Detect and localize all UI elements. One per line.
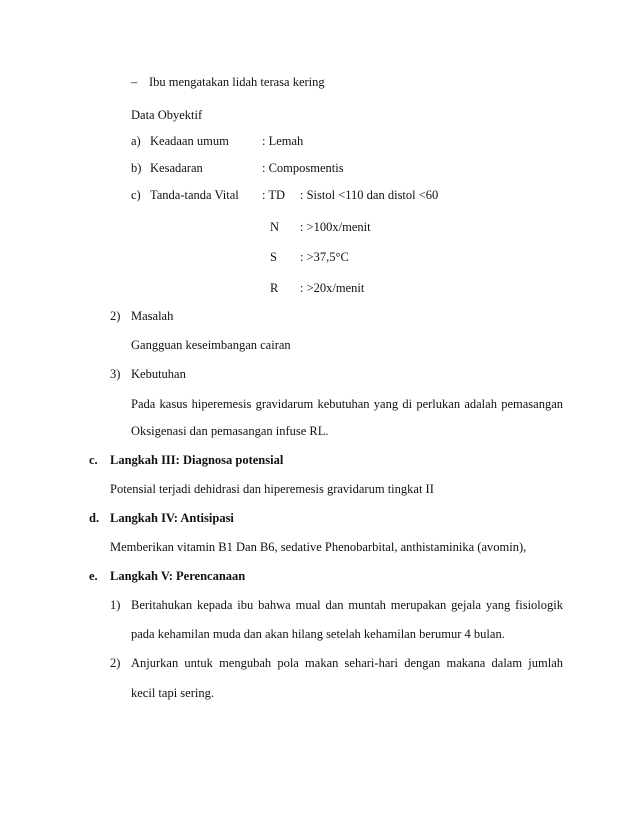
kebutuhan-heading: Kebutuhan: [131, 367, 186, 381]
item-value: : Lemah: [262, 134, 304, 148]
item-marker: b): [131, 161, 142, 175]
langkah3-text: Potensial terjadi dehidrasi dan hiperemesis gravidarum tingkat II: [110, 482, 434, 496]
subjective-statement: Ibu mengatakan lidah terasa kering: [149, 75, 325, 89]
plan-item-line2: pada kehamilan muda dan akan hilang setelah kehamilan berumur 4 bulan.: [131, 627, 505, 641]
item-label: Tanda-tanda Vital: [150, 188, 239, 202]
langkah3-heading: Langkah III: Diagnosa potensial: [110, 453, 284, 467]
vital-value: : >100x/menit: [300, 220, 371, 234]
vital-value: : >37,5°C: [300, 250, 349, 264]
langkah5-heading: Langkah V: Perencanaan: [110, 569, 246, 583]
masalah-heading: Masalah: [131, 309, 174, 323]
item-label: Kesadaran: [150, 161, 203, 175]
plan-item-marker: 1): [110, 598, 121, 612]
section-marker: 2): [110, 309, 121, 323]
step-marker: d.: [89, 511, 100, 525]
plan-item-line2: kecil tapi sering.: [131, 686, 214, 700]
kebutuhan-text-line2: Oksigenasi dan pemasangan infuse RL.: [131, 424, 329, 438]
vital-key: N: [270, 220, 280, 234]
step-marker: e.: [89, 569, 98, 583]
bullet-dash: –: [131, 75, 138, 89]
plan-item-line1: Anjurkan untuk mengubah pola makan sehari-hari dengan makana dalam jumlah: [131, 656, 563, 670]
data-obyektif-heading: Data Obyektif: [131, 108, 203, 122]
kebutuhan-text-line1: Pada kasus hiperemesis gravidarum kebutuhan yang di perlukan adalah pemasangan: [131, 397, 563, 411]
item-detail: : Sistol <110 dan distol <60: [300, 188, 439, 202]
langkah4-text: Memberikan vitamin B1 Dan B6, sedative Phenobarbital, anthistaminika (avomin),: [110, 540, 527, 554]
step-marker: c.: [89, 453, 98, 467]
item-marker: c): [131, 188, 141, 202]
vital-key: R: [270, 281, 279, 295]
item-value: : TD: [262, 188, 286, 202]
item-value: : Composmentis: [262, 161, 344, 175]
plan-item-line1: Beritahukan kepada ibu bahwa mual dan muntah merupakan gejala yang fisiologik: [131, 598, 563, 612]
masalah-text: Gangguan keseimbangan cairan: [131, 338, 291, 352]
section-marker: 3): [110, 367, 121, 381]
item-marker: a): [131, 134, 141, 148]
item-label: Keadaan umum: [150, 134, 229, 148]
vital-value: : >20x/menit: [300, 281, 365, 295]
plan-item-marker: 2): [110, 656, 121, 670]
vital-key: S: [270, 250, 277, 264]
langkah4-heading: Langkah IV: Antisipasi: [110, 511, 234, 525]
